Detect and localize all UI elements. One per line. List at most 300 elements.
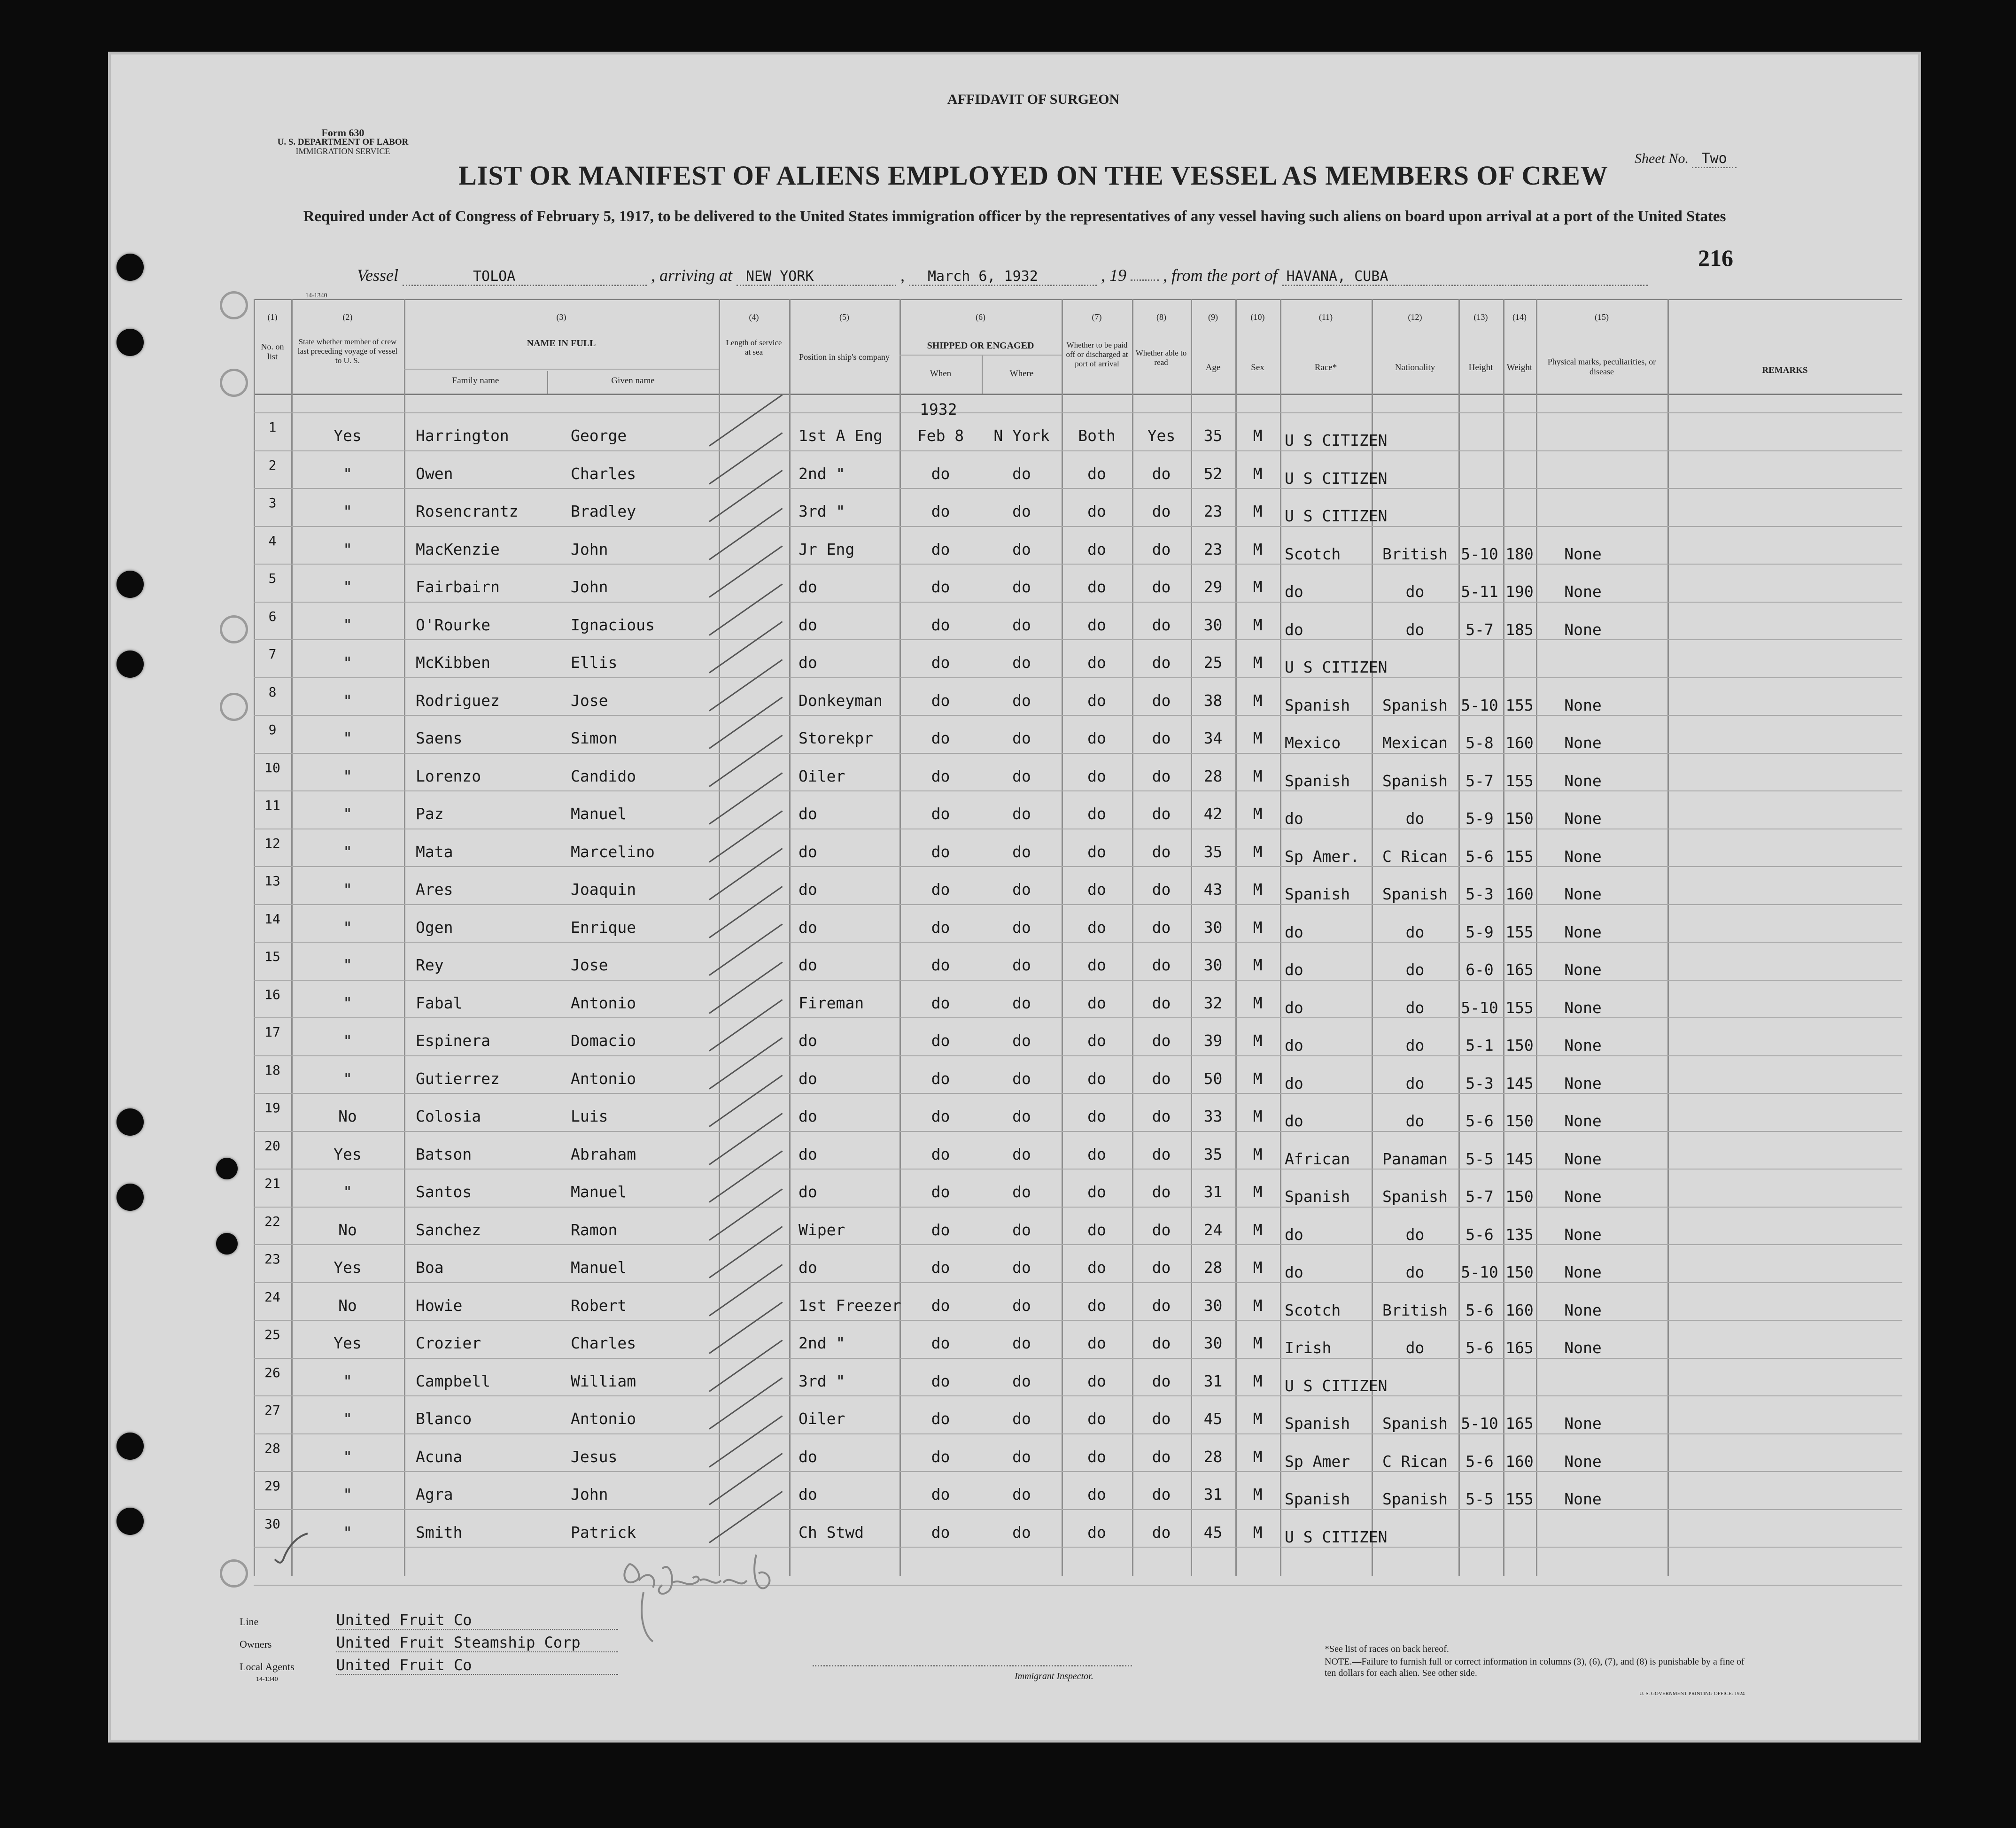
row-line — [254, 866, 1902, 867]
row-line — [254, 1244, 1902, 1245]
cell-paid: do — [1087, 464, 1106, 483]
row-line — [254, 450, 1902, 451]
cell-marks: None — [1564, 1490, 1602, 1508]
cell-when: do — [931, 1371, 950, 1390]
cell-sex: M — [1253, 578, 1263, 596]
ghost-hole — [220, 1559, 248, 1588]
column-header: (6) — [976, 312, 985, 322]
cell-ht: 5-7 — [1465, 1187, 1494, 1206]
cell-family: Ogen — [416, 918, 453, 937]
cell-age: 30 — [1203, 956, 1223, 974]
column-header: NAME IN FULL — [527, 338, 596, 349]
cell-nat: do — [1405, 582, 1425, 601]
cell-given: Charles — [571, 1334, 636, 1352]
column-header: (15) — [1595, 312, 1609, 322]
ghost-hole — [220, 693, 248, 721]
cell-ht: 5-10 — [1461, 1414, 1498, 1433]
row-line — [254, 639, 1902, 640]
cell-marks: None — [1564, 847, 1602, 866]
cell-when: do — [931, 767, 950, 785]
owners-label: Owners — [240, 1638, 272, 1650]
cell-family: Fabal — [416, 993, 463, 1012]
cell-no: 8 — [268, 684, 277, 700]
cell-marks: None — [1564, 1112, 1602, 1130]
inspector-label: Immigrant Inspector. — [1015, 1671, 1093, 1681]
cell-given: Manuel — [571, 1258, 627, 1277]
owners-value: United Fruit Steamship Corp — [336, 1634, 618, 1652]
cell-paid: do — [1087, 1107, 1106, 1125]
cell-pos: do — [799, 1258, 817, 1277]
cell-when: do — [931, 805, 950, 823]
owners-field — [240, 1634, 618, 1652]
cell-race: do — [1285, 1036, 1303, 1054]
cell-age: 30 — [1203, 918, 1223, 937]
from-port: HAVANA, CUBA — [1282, 268, 1648, 286]
cell-marks: None — [1564, 734, 1602, 752]
cell-age: 35 — [1203, 426, 1223, 445]
cell-wt: 145 — [1505, 1074, 1534, 1092]
column-line — [291, 299, 293, 1576]
service-label: IMMIGRATION SERVICE — [295, 147, 390, 156]
cell-nat: do — [1405, 1074, 1425, 1092]
column-header: Whether able to read — [1135, 349, 1187, 367]
column-header: Height — [1468, 363, 1493, 372]
cell-paid: do — [1087, 1031, 1106, 1050]
cell-when: do — [931, 918, 950, 937]
header-subline — [899, 355, 1062, 356]
cell-when: do — [931, 578, 950, 596]
row-line — [254, 488, 1902, 489]
cell-family: Gutierrez — [416, 1069, 500, 1088]
cell-read: do — [1152, 1183, 1171, 1201]
row-line — [254, 980, 1902, 981]
cell-sex: M — [1253, 918, 1263, 937]
races-note: *See list of races on back hereof. — [1325, 1644, 1449, 1654]
cell-sex: M — [1253, 1069, 1263, 1088]
cell-wt: 155 — [1505, 696, 1534, 714]
cell-sex: M — [1253, 1145, 1263, 1163]
cell-no: 5 — [268, 571, 277, 586]
cell-marks: None — [1564, 771, 1602, 790]
cell-wt: 165 — [1505, 960, 1534, 979]
cell-age: 28 — [1203, 1447, 1223, 1466]
row-line — [254, 1207, 1902, 1208]
cell-pos: Fireman — [799, 993, 864, 1012]
cell-race: Sp Amer — [1285, 1452, 1350, 1471]
cell-no: 24 — [264, 1289, 280, 1305]
cell-read: do — [1152, 1296, 1171, 1315]
cell-given: Domacio — [571, 1031, 636, 1050]
cell-race: U S CITIZEN — [1285, 431, 1388, 449]
cell-where: do — [1012, 1069, 1031, 1088]
cell-pos: do — [799, 578, 817, 596]
cell-marks: None — [1564, 1452, 1602, 1471]
cell-pos: do — [799, 1183, 817, 1201]
cell-wt: 135 — [1505, 1225, 1534, 1244]
cell-prev: No — [338, 1107, 357, 1125]
cell-family: Howie — [416, 1296, 463, 1315]
cell-where: N York — [993, 426, 1050, 445]
cell-where: do — [1012, 1220, 1031, 1239]
column-header: Length of service at sea — [726, 338, 782, 356]
cell-prev: " — [343, 653, 352, 672]
row-line — [254, 1585, 1902, 1586]
cell-age: 50 — [1203, 1069, 1223, 1088]
cell-paid: do — [1087, 540, 1106, 558]
cell-race: do — [1285, 809, 1303, 828]
cell-when: do — [931, 1258, 950, 1277]
penalty-note: NOTE.—Failure to furnish full or correct information in columns (3), (6), (7), and (8) is punishable by a fine of ten dollars for each alien. See other side. — [1325, 1657, 1745, 1678]
cell-prev: " — [343, 880, 352, 899]
cell-age: 30 — [1203, 615, 1223, 634]
row-line — [254, 1282, 1902, 1283]
cell-read: do — [1152, 767, 1171, 785]
cell-no: 6 — [268, 608, 277, 624]
cell-nat: C Rican — [1382, 1452, 1448, 1471]
row-line — [254, 412, 1902, 413]
cell-race: U S CITIZEN — [1285, 1376, 1388, 1395]
column-header: (13) — [1473, 312, 1488, 322]
ghost-hole — [220, 291, 248, 319]
cell-read: do — [1152, 1447, 1171, 1466]
cell-family: Rosencrantz — [416, 502, 519, 520]
column-header: Nationality — [1395, 363, 1435, 372]
column-header: Sex — [1251, 363, 1264, 372]
cell-no: 13 — [264, 873, 280, 889]
cell-prev: No — [338, 1296, 357, 1315]
cell-ht: 5-10 — [1461, 1263, 1498, 1281]
cell-given: Jesus — [571, 1447, 618, 1466]
form-number: Form 630 — [321, 127, 364, 139]
cell-nat: Spanish — [1382, 1490, 1448, 1508]
cell-race: Sp Amer. — [1285, 847, 1359, 866]
cell-read: do — [1152, 1334, 1171, 1352]
column-header: When — [930, 369, 952, 379]
cell-read: do — [1152, 502, 1171, 520]
cell-wt: 145 — [1505, 1149, 1534, 1168]
row-line — [254, 1017, 1902, 1018]
cell-paid: do — [1087, 729, 1106, 747]
cell-sex: M — [1253, 426, 1263, 445]
cell-pos: Jr Eng — [799, 540, 855, 558]
cell-ht: 5-11 — [1461, 582, 1498, 601]
cell-sex: M — [1253, 540, 1263, 558]
cell-age: 39 — [1203, 1031, 1223, 1050]
cell-pos: 1st Freezer — [799, 1296, 901, 1315]
cell-read: do — [1152, 918, 1171, 937]
cell-ht: 5-5 — [1465, 1490, 1494, 1508]
cell-paid: do — [1087, 1220, 1106, 1239]
cell-read: do — [1152, 1069, 1171, 1088]
cell-when: do — [931, 1523, 950, 1541]
cell-where: do — [1012, 1031, 1031, 1050]
agents-value: United Fruit Co — [336, 1656, 618, 1675]
cell-given: John — [571, 578, 608, 596]
cell-prev: " — [343, 805, 352, 823]
cell-nat: do — [1405, 1036, 1425, 1054]
cell-no: 11 — [264, 798, 280, 813]
cell-read: do — [1152, 1258, 1171, 1277]
cell-prev: " — [343, 993, 352, 1012]
cell-pos: do — [799, 1069, 817, 1088]
cell-where: do — [1012, 880, 1031, 899]
cell-marks: None — [1564, 1263, 1602, 1281]
column-header: REMARKS — [1762, 365, 1808, 375]
cell-prev: " — [343, 729, 352, 747]
cell-family: Colosia — [416, 1107, 481, 1125]
cell-family: Ares — [416, 880, 453, 899]
cell-family: MacKenzie — [416, 540, 500, 558]
cell-paid: do — [1087, 918, 1106, 937]
vessel-line: Vessel TOLOA , arriving at NEW YORK , March 6, 1932 , 19 , from the port of HAVANA, CUBA — [357, 265, 1648, 286]
cell-wt: 150 — [1505, 809, 1534, 828]
cell-age: 31 — [1203, 1485, 1223, 1503]
cell-pos: 3rd " — [799, 502, 845, 520]
binder-hole — [116, 329, 144, 356]
cell-read: do — [1152, 1410, 1171, 1428]
cell-ht: 5-6 — [1465, 1112, 1494, 1130]
column-header: Position in ship's company — [799, 352, 890, 362]
cell-prev: Yes — [333, 1334, 362, 1352]
printing-office: U. S. GOVERNMENT PRINTING OFFICE: 1924 — [1639, 1691, 1745, 1696]
cell-pos: Ch Stwd — [799, 1523, 864, 1541]
cell-when: do — [931, 1334, 950, 1352]
cell-pos: do — [799, 1031, 817, 1050]
column-header: (14) — [1512, 312, 1527, 322]
subcolumn-line — [547, 371, 548, 394]
cell-pos: do — [799, 805, 817, 823]
cell-prev: " — [343, 1031, 352, 1050]
cell-when: do — [931, 1485, 950, 1503]
cell-pos: Oiler — [799, 767, 845, 785]
cell-pos: do — [799, 880, 817, 899]
cell-when: do — [931, 1069, 950, 1088]
cell-ht: 5-10 — [1461, 696, 1498, 714]
agents-field — [240, 1656, 618, 1675]
cell-marks: None — [1564, 1339, 1602, 1357]
cell-when: do — [931, 729, 950, 747]
cell-sex: M — [1253, 805, 1263, 823]
check-mark — [270, 1531, 312, 1573]
cell-family: Batson — [416, 1145, 472, 1163]
cell-no: 10 — [264, 759, 280, 775]
cell-age: 23 — [1203, 540, 1223, 558]
line-field — [240, 1611, 618, 1630]
row-line — [254, 942, 1902, 943]
cell-age: 30 — [1203, 1334, 1223, 1352]
binder-hole — [116, 571, 144, 598]
cell-paid: do — [1087, 578, 1106, 596]
cell-given: Ellis — [571, 653, 618, 672]
cell-given: Marcelino — [571, 842, 655, 861]
cell-when: Feb 8 — [917, 426, 964, 445]
column-header: (3) — [556, 312, 566, 322]
cell-sex: M — [1253, 1031, 1263, 1050]
cell-nat: Mexican — [1382, 734, 1448, 752]
cell-where: do — [1012, 653, 1031, 672]
cell-sex: M — [1253, 1410, 1263, 1428]
cell-read: do — [1152, 1107, 1171, 1125]
cell-race: do — [1285, 998, 1303, 1017]
cell-paid: do — [1087, 1258, 1106, 1277]
cell-read: do — [1152, 653, 1171, 672]
binder-hole — [116, 651, 144, 678]
cell-given: Manuel — [571, 805, 627, 823]
cell-read: do — [1152, 1485, 1171, 1503]
row-line — [254, 904, 1902, 905]
cell-when: do — [931, 691, 950, 710]
cell-prev: " — [343, 918, 352, 937]
cell-race: U S CITIZEN — [1285, 1527, 1388, 1546]
binder-hole — [116, 1184, 144, 1211]
cell-read: do — [1152, 540, 1171, 558]
cell-read: do — [1152, 1031, 1171, 1050]
cell-sex: M — [1253, 615, 1263, 634]
cell-sex: M — [1253, 729, 1263, 747]
cell-family: Fairbairn — [416, 578, 500, 596]
cell-given: John — [571, 1485, 608, 1503]
cell-where: do — [1012, 578, 1031, 596]
cell-marks: None — [1564, 696, 1602, 714]
cell-prev: " — [343, 464, 352, 483]
cell-no: 23 — [264, 1251, 280, 1267]
binder-hole — [116, 1108, 144, 1136]
cell-read: do — [1152, 615, 1171, 634]
cell-pos: do — [799, 615, 817, 634]
cell-race: U S CITIZEN — [1285, 507, 1388, 525]
cell-prev: " — [343, 842, 352, 861]
column-header: (8) — [1156, 312, 1166, 322]
cell-read: Yes — [1147, 426, 1176, 445]
column-line — [404, 299, 405, 1576]
row-line — [254, 602, 1902, 603]
cell-prev: " — [343, 615, 352, 634]
cell-paid: do — [1087, 1447, 1106, 1466]
cell-ht: 5-6 — [1465, 1301, 1494, 1319]
cell-where: do — [1012, 805, 1031, 823]
cell-where: do — [1012, 956, 1031, 974]
sheet-label: Sheet No. — [1635, 151, 1689, 166]
cell-when: do — [931, 615, 950, 634]
cell-race: Mexico — [1285, 734, 1341, 752]
cell-when: do — [931, 464, 950, 483]
cell-ht: 5-3 — [1465, 885, 1494, 903]
cell-where: do — [1012, 1145, 1031, 1163]
cell-where: do — [1012, 615, 1031, 634]
cell-pos: do — [799, 918, 817, 937]
cell-age: 32 — [1203, 993, 1223, 1012]
cell-when: do — [931, 502, 950, 520]
cell-marks: None — [1564, 998, 1602, 1017]
cell-age: 45 — [1203, 1523, 1223, 1541]
cell-marks: None — [1564, 885, 1602, 903]
cell-race: do — [1285, 922, 1303, 941]
cell-pos: 2nd " — [799, 1334, 845, 1352]
cell-family: Harrington — [416, 426, 509, 445]
cell-sex: M — [1253, 880, 1263, 899]
cell-where: do — [1012, 1410, 1031, 1428]
cell-when: do — [931, 540, 950, 558]
cell-no: 7 — [268, 646, 277, 662]
cell-pos: do — [799, 1107, 817, 1125]
cell-when: do — [931, 1447, 950, 1466]
cell-when: do — [931, 956, 950, 974]
cell-read: do — [1152, 464, 1171, 483]
cell-wt: 155 — [1505, 847, 1534, 866]
cell-nat: do — [1405, 1339, 1425, 1357]
cell-where: do — [1012, 1258, 1031, 1277]
agents-label: Local Agents — [240, 1661, 295, 1673]
cell-no: 26 — [264, 1364, 280, 1380]
cell-sex: M — [1253, 1485, 1263, 1503]
cell-paid: do — [1087, 615, 1106, 634]
cell-nat: Spanish — [1382, 696, 1448, 714]
cell-race: do — [1285, 1112, 1303, 1130]
column-header: (1) — [267, 312, 278, 322]
ghost-hole — [220, 369, 248, 397]
vessel-label: Vessel — [357, 266, 398, 285]
cell-sex: M — [1253, 1107, 1263, 1125]
cell-sex: M — [1253, 464, 1263, 483]
cell-prev: " — [343, 540, 352, 558]
cell-read: do — [1152, 1220, 1171, 1239]
cell-marks: None — [1564, 582, 1602, 601]
cell-prev: Yes — [333, 426, 362, 445]
cell-sex: M — [1253, 767, 1263, 785]
cell-paid: do — [1087, 880, 1106, 899]
cell-race: Irish — [1285, 1339, 1332, 1357]
cell-nat: do — [1405, 998, 1425, 1017]
cell-ht: 5-9 — [1465, 922, 1494, 941]
cell-marks: None — [1564, 1036, 1602, 1054]
cell-nat: Spanish — [1382, 1414, 1448, 1433]
cell-race: do — [1285, 582, 1303, 601]
cell-sex: M — [1253, 1523, 1263, 1541]
cell-age: 34 — [1203, 729, 1223, 747]
cell-family: Saens — [416, 729, 463, 747]
cell-age: 33 — [1203, 1107, 1223, 1125]
cell-race: Spanish — [1285, 1414, 1350, 1433]
row-line — [254, 564, 1902, 565]
cell-wt: 155 — [1505, 771, 1534, 790]
cell-no: 15 — [264, 949, 280, 964]
row-line — [254, 1433, 1902, 1434]
cell-read: do — [1152, 691, 1171, 710]
cell-ht: 5-7 — [1465, 771, 1494, 790]
cell-ht: 5-7 — [1465, 620, 1494, 639]
cell-where: do — [1012, 842, 1031, 861]
row-line — [254, 1169, 1902, 1170]
arriving-port: NEW YORK — [737, 268, 896, 286]
cell-ht: 5-9 — [1465, 809, 1494, 828]
arriving-label: , arriving at — [651, 266, 732, 285]
cell-wt: 160 — [1505, 734, 1534, 752]
cell-sex: M — [1253, 502, 1263, 520]
vessel-name: TOLOA — [403, 268, 647, 286]
row-line — [254, 1547, 1902, 1548]
cell-wt: 155 — [1505, 922, 1534, 941]
cell-paid: do — [1087, 1371, 1106, 1390]
cell-race: do — [1285, 1225, 1303, 1244]
cell-family: O'Rourke — [416, 615, 490, 634]
cell-paid: Both — [1078, 426, 1116, 445]
row-line — [254, 715, 1902, 716]
cell-family: Owen — [416, 464, 453, 483]
cell-ht: 5-10 — [1461, 998, 1498, 1017]
cell-where: do — [1012, 1371, 1031, 1390]
cell-age: 23 — [1203, 502, 1223, 520]
cell-where: do — [1012, 691, 1031, 710]
